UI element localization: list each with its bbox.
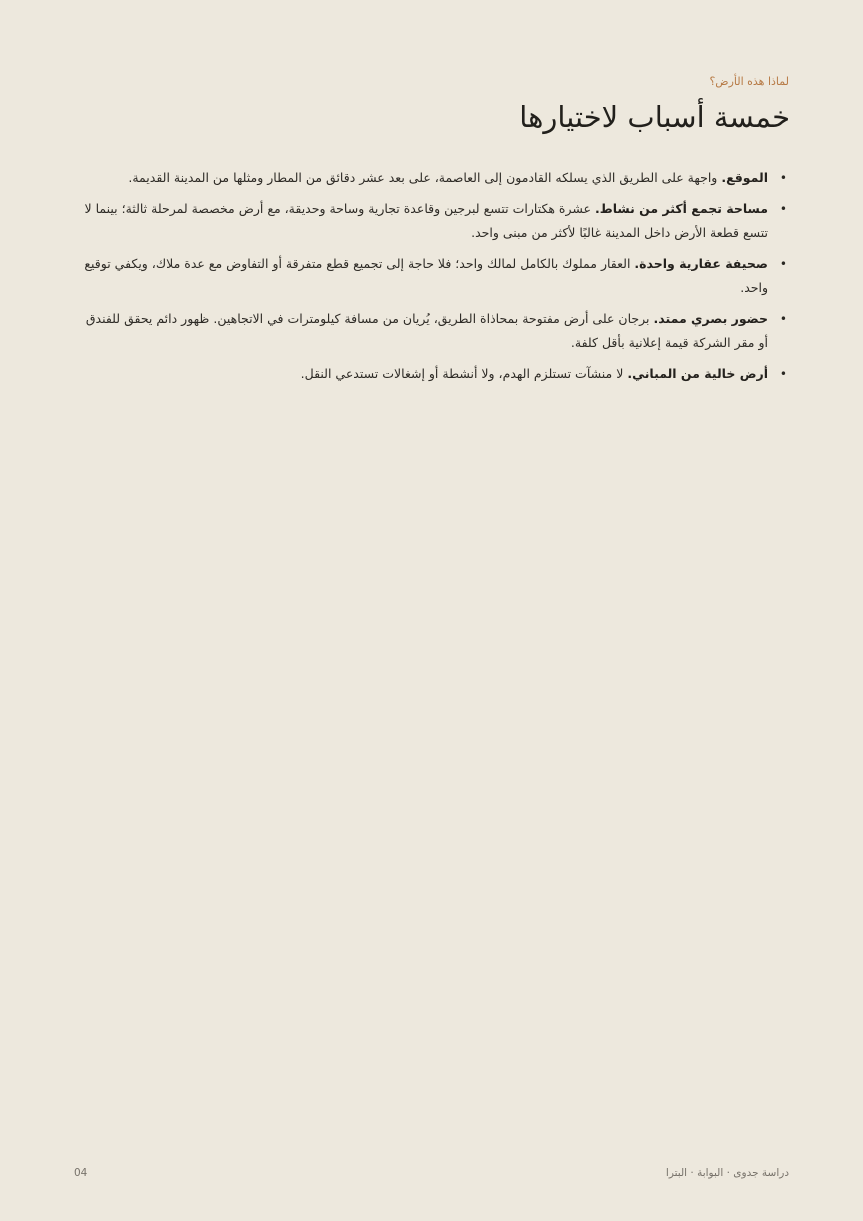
footer-page-number: 04 xyxy=(74,1167,88,1179)
bullet-icon: • xyxy=(779,367,787,381)
reason-text: لا منشآت تستلزم الهدم، ولا أنشطة أو إشغالات تستدعي النقل. xyxy=(300,366,628,381)
reason-item-location xyxy=(80,166,790,190)
reason-label: مساحة تجمع أكثر من نشاط. xyxy=(594,201,768,216)
reason-item-visibility xyxy=(80,307,790,355)
reason-label: حضور بصري ممتد. xyxy=(653,311,768,326)
footer-document-label: دراسة جدوى · البوابة · البترا xyxy=(665,1167,789,1179)
bullet-icon: • xyxy=(779,171,787,185)
reasons-list xyxy=(80,166,790,393)
reason-item-area xyxy=(80,197,790,245)
section-eyebrow: لماذا هذه الأرض؟ xyxy=(709,75,789,88)
reason-label: الموقع. xyxy=(721,170,768,185)
bullet-icon: • xyxy=(779,312,787,326)
reason-item-title-deed xyxy=(80,252,790,300)
reason-item-vacant-land xyxy=(80,362,790,386)
reason-text: واجهة على الطريق الذي يسلكه القادمون إلى العاصمة، على بعد عشر دقائق من المطار ومثلها من المدينة القديمة. xyxy=(128,170,722,185)
bullet-icon: • xyxy=(779,257,787,271)
reason-text: العقار مملوك بالكامل لمالك واحد؛ فلا حاجة إلى تجميع قطع متفرقة أو التفاوض مع عدة ملاك، ويكفي توقيع واحد. xyxy=(84,256,768,295)
reason-label: أرض خالية من المباني. xyxy=(627,366,768,381)
bullet-icon: • xyxy=(779,202,787,216)
reason-text: برجان على أرض مفتوحة بمحاذاة الطريق، يُريان من مسافة كيلومترات في الاتجاهين. ظهور دائم يحقق للفندق أو مقر الشركة قيمة إعلانية بأقل كلفة. xyxy=(85,311,768,350)
reason-text: عشرة هكتارات تتسع لبرجين وقاعدة تجارية وساحة وحديقة، مع أرض مخصصة لمرحلة ثالثة؛ بينما لا تتسع قطعة الأرض داخل المدينة غالبًا لأكثر من مبنى واحد. xyxy=(84,201,768,240)
reason-label: صحيفة عقارية واحدة. xyxy=(634,256,768,271)
section-title: خمسة أسباب لاختيارها xyxy=(519,100,790,134)
